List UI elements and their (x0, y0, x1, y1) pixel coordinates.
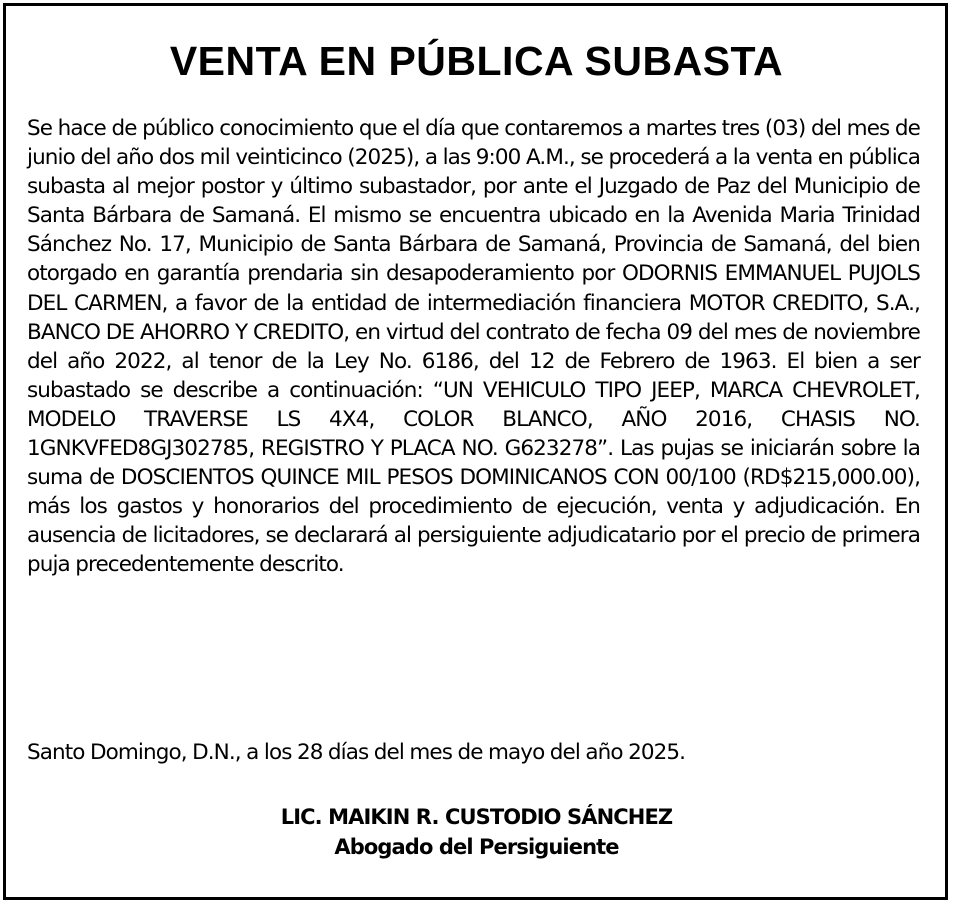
signature-block (0, 802, 953, 862)
signature-role: Abogado del Persiguiente (334, 835, 619, 859)
notice-date-line: Santo Domingo, D.N., a los 28 días del mes de mayo del año 2025. (27, 740, 686, 765)
notice-body: Se hace de público conocimiento que el día que contaremos a martes tres (03) del mes de junio del año dos mil veinticinco (2025), a las 9:00 A.M., se procederá a la venta en pública subasta al mejor postor y último subastador, por ante el Juzgado de Paz del Municipio de Santa Bárbara de Samaná. El mismo se encuentra ubicado en la Avenida Maria Trinidad Sánchez No. 17, Municipio de Santa Bárbara de Samaná, Provincia de Samaná, del bien otorgado en garantía prendaria sin desapoderamiento por ODORNIS EMMANUEL PUJOLS DEL CARMEN, a favor de la entidad de intermediación financiera MOTOR CREDITO, S.A., BANCO DE AHORRO Y CREDITO, en virtud del contrato de fecha 09 del mes de noviembre del año 2022, al tenor de la Ley No. 6186, del 12 de Febrero de 1963. El bien a ser subastado se describe a continuación: “UN VEHICULO TIPO JEEP, MARCA CHEVROLET, MODELO TRAVERSE LS 4X4, COLOR BLANCO, AÑO 2016, CHASIS NO. 1GNKVFED8GJ302785, REGISTRO Y PLACA NO. G623278”. Las pujas se iniciarán sobre la suma de DOSCIENTOS QUINCE MIL PESOS DOMINICANOS CON 00/100 (RD$215,000.00), más los gastos y honorarios del procedimiento de ejecución, venta y adjudicación. En ausencia de licitadores, se declarará al persiguiente adjudicatario por el precio de primera puja precedentemente descrito. (27, 116, 920, 578)
signature-name: LIC. MAIKIN R. CUSTODIO SÁNCHEZ (280, 805, 673, 829)
notice-title: VENTA EN PÚBLICA SUBASTA (169, 38, 784, 84)
